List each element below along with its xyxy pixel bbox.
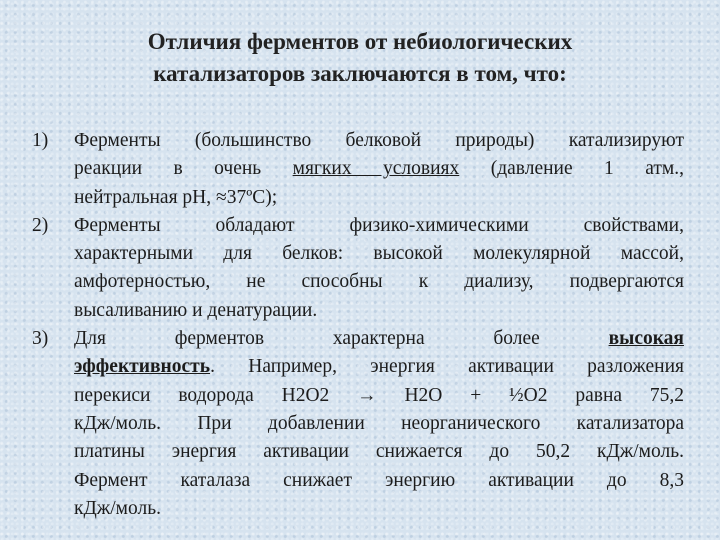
item-3-line-1: [74, 325, 684, 353]
title-line-1: Отличия ферментов от небиологических: [147, 29, 573, 54]
item-1-text: реакции в очень: [74, 158, 293, 180]
item-3-line-6: Фермент каталаза снижает энергию активации до 8,3: [74, 469, 684, 491]
item-3-line-3: перекиси водорода Н2О2 → Н2О + ½О2 равна 75,2: [74, 384, 684, 406]
item-3-line-5: платины энергия активации снижается до 50,2 кДж/моль.: [74, 441, 684, 463]
item-3-text: . Например, энергия активации разложения: [210, 356, 684, 378]
item-1-text: (давление 1 атм.,: [459, 158, 684, 180]
item-3-line-4: кДж/моль. При добавлении неорганического катализатора: [74, 412, 684, 434]
word: характерна: [332, 328, 425, 350]
item-1-line-3: нейтральная pH, ≈37ºС);: [74, 186, 278, 208]
word: ферментов: [174, 328, 265, 350]
list-number: 2): [32, 214, 49, 236]
underlined-term: мягких условиях: [292, 158, 460, 180]
list-item-3: [32, 325, 684, 523]
item-2-line-4: высаливанию и денатурации.: [74, 299, 318, 321]
item-1-line-2: [74, 155, 684, 183]
list-item-2: [32, 212, 684, 325]
item-2-line-1: Ферменты обладают физико-химическими свойствами,: [74, 214, 684, 236]
list-number: 3): [32, 328, 49, 350]
item-3-line-7: кДж/моль.: [74, 497, 161, 519]
bold-underlined-term: высокая: [608, 328, 684, 350]
item-2-line-2: характерными для белков: высокой молекулярной массой,: [74, 243, 684, 265]
bold-underlined-term: эффективность: [74, 356, 211, 378]
slide-title: [60, 26, 660, 90]
list-item-1: [32, 127, 684, 212]
numbered-list: [32, 127, 684, 523]
word: более: [493, 328, 540, 350]
word: Для: [74, 328, 107, 350]
item-1-line-1: Ферменты (большинство белковой природы) катализируют: [74, 130, 684, 151]
item-3-line-2: [74, 353, 684, 381]
item-2-line-3: амфотерностью, не способны к диализу, подвергаются: [74, 271, 684, 293]
list-number: 1): [32, 130, 49, 151]
title-line-2: катализаторов заключаются в том, что:: [153, 61, 567, 86]
